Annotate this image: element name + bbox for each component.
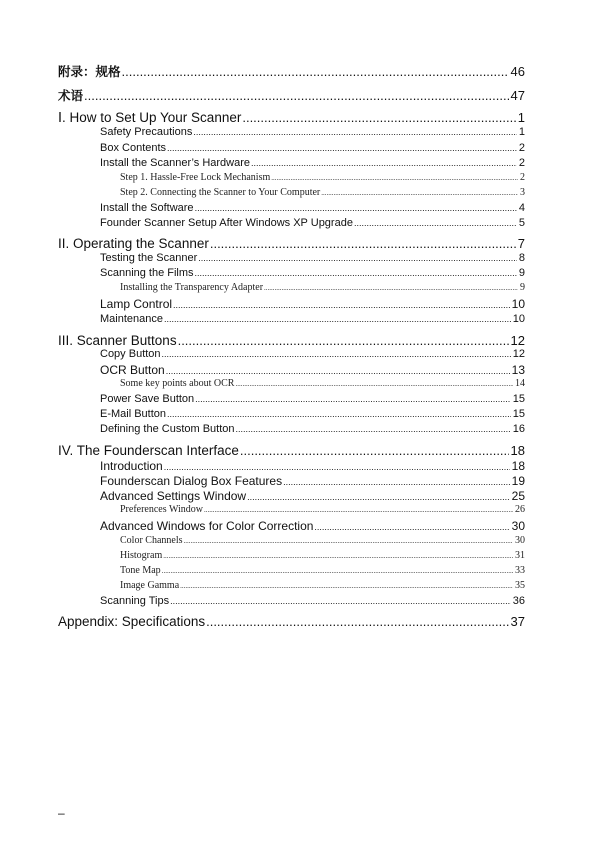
toc-entry <box>100 489 525 503</box>
toc-entry-title: 附录：规格 <box>58 64 121 79</box>
toc-leader <box>195 203 517 213</box>
toc-entry <box>120 565 525 576</box>
toc-entry-title: Tone Map <box>120 565 161 576</box>
toc-leader <box>235 380 513 388</box>
toc-entry <box>100 252 525 264</box>
toc-entry <box>100 202 525 214</box>
toc-entry-title: Maintenance <box>100 313 163 325</box>
toc-entry <box>100 363 525 377</box>
toc-entry-title: Defining the Custom Button <box>100 423 235 435</box>
toc-entry-page: 3 <box>520 187 525 198</box>
toc-leader <box>163 552 513 560</box>
toc-entry <box>120 187 525 198</box>
toc-leader <box>236 424 511 434</box>
toc-entry-page: 12 <box>512 348 525 360</box>
toc-entry-title: Histogram <box>120 550 163 561</box>
toc-entry-title: Image Gamma <box>120 580 180 591</box>
footer-mark: – <box>58 806 65 820</box>
toc-entry <box>120 535 525 546</box>
toc-entry-page: 2 <box>518 157 525 169</box>
toc-entry <box>120 172 525 183</box>
toc-entry-page: 30 <box>511 519 525 533</box>
toc-leader <box>178 333 509 348</box>
toc-leader <box>173 300 510 310</box>
toc-entry-title: III. Scanner Buttons <box>58 333 177 348</box>
toc-entry-title: Advanced Settings Window <box>100 489 247 503</box>
toc-leader <box>166 366 510 376</box>
toc-entry-title: E-Mail Button <box>100 408 167 420</box>
toc-entry-page: 14 <box>515 378 525 389</box>
toc-entry-title: Step 2. Connecting the Scanner to Your Computer <box>120 187 321 198</box>
toc-entry <box>100 297 525 311</box>
toc-leader <box>206 614 508 629</box>
toc-entry <box>100 126 525 138</box>
toc-entry-page: 10 <box>511 297 525 311</box>
toc-entry-page: 30 <box>515 535 525 546</box>
toc-entry <box>100 423 525 435</box>
toc-entry-page: 19 <box>511 474 525 488</box>
toc-entry-title: Some key points about OCR <box>120 378 235 389</box>
toc-leader <box>170 596 511 606</box>
toc-entry-page: 47 <box>510 88 525 103</box>
toc-entry-page: 4 <box>518 202 525 214</box>
toc-entry-page: 18 <box>510 443 525 458</box>
toc-entry-page: 16 <box>512 423 525 435</box>
toc-entry <box>120 580 525 591</box>
toc-entry-page: 7 <box>517 236 525 251</box>
toc-entry-title: Founder Scanner Setup After Windows XP Upgrade <box>100 217 353 229</box>
toc-entry-page: 10 <box>512 313 525 325</box>
toc-entry <box>58 614 525 629</box>
toc-entry <box>58 236 525 251</box>
toc-entry <box>58 86 525 104</box>
toc-entry-page: 25 <box>511 489 525 503</box>
toc-leader <box>84 88 509 103</box>
toc-entry-page: 37 <box>510 614 525 629</box>
toc-leader <box>195 268 517 278</box>
toc-leader <box>164 462 510 472</box>
toc-entry <box>100 459 525 473</box>
toc-entry-page: 18 <box>511 459 525 473</box>
toc-entry-title: Appendix: Specifications <box>58 614 206 629</box>
toc-entry <box>100 519 525 533</box>
toc-entry-page: 1 <box>518 126 525 138</box>
toc-leader <box>164 314 511 324</box>
toc-leader <box>251 158 517 168</box>
toc-entry-title: Preferences Window <box>120 504 203 515</box>
toc-entry <box>100 267 525 279</box>
toc-entry-title: Installing the Transparency Adapter <box>120 282 264 293</box>
toc-entry-title: Install the Software <box>100 202 194 214</box>
toc-entry <box>58 62 525 80</box>
toc-entry-title: Founderscan Dialog Box Features <box>100 474 283 488</box>
toc-entry-page: 36 <box>512 595 525 607</box>
toc-entry-title: Ⅰ. How to Set Up Your Scanner <box>58 110 242 125</box>
toc-entry <box>100 157 525 169</box>
toc-entry-title: Step 1. Hassle-Free Lock Mechanism <box>120 172 271 183</box>
toc-entry-page: 15 <box>512 408 525 420</box>
toc-entry-page: 26 <box>515 504 525 515</box>
toc-entry <box>100 474 525 488</box>
toc-entry-title: Safety Precautions <box>100 126 193 138</box>
toc-entry-title: Scanning the Films <box>100 267 194 279</box>
toc-entry-page: 33 <box>515 565 525 576</box>
toc-leader <box>264 284 518 292</box>
toc-entry-title: 术语 <box>58 88 84 103</box>
toc-leader <box>195 394 511 404</box>
toc-leader <box>210 236 516 251</box>
toc-leader <box>193 127 517 137</box>
toc-entry-page: 2 <box>518 142 525 154</box>
toc-entry <box>100 393 525 405</box>
toc-leader <box>162 349 511 359</box>
toc-entry <box>120 550 525 561</box>
toc-leader <box>283 477 510 487</box>
toc-entry <box>100 348 525 360</box>
toc-leader <box>247 492 510 502</box>
toc-entry-title: Color Channels <box>120 535 183 546</box>
toc-entry <box>100 142 525 154</box>
toc-entry-title: Advanced Windows for Color Correction <box>100 519 314 533</box>
toc-entry-title: II. Operating the Scanner <box>58 236 209 251</box>
toc-leader <box>242 110 515 125</box>
toc-entry-title: Lamp Control <box>100 297 173 311</box>
toc-leader <box>240 443 509 458</box>
toc-entry-title: Introduction <box>100 459 163 473</box>
toc-entry-page: 35 <box>515 580 525 591</box>
toc-entry-title: Testing the Scanner <box>100 252 198 264</box>
toc-entry <box>100 217 525 229</box>
toc-entry-page: 15 <box>512 393 525 405</box>
toc-entry <box>58 443 525 458</box>
toc-entry-page: 8 <box>518 252 525 264</box>
toc-leader <box>198 253 517 263</box>
toc-entry <box>58 110 525 126</box>
toc-entry-page: 13 <box>511 363 525 377</box>
toc-leader <box>314 522 509 532</box>
toc-entry <box>120 504 525 515</box>
toc-entry-title: Copy Button <box>100 348 161 360</box>
toc-entry-page: 1 <box>517 110 525 125</box>
toc-entry-title: IV. The Founderscan Interface <box>58 443 239 458</box>
toc-entry-title: OCR Button <box>100 363 165 377</box>
toc-entry-title: Scanning Tips <box>100 595 170 607</box>
toc-entry <box>100 595 525 607</box>
toc-leader <box>122 64 509 79</box>
toc-entry-page: 9 <box>518 267 525 279</box>
toc-entry <box>100 408 525 420</box>
toc-entry <box>120 282 525 293</box>
toc-entry <box>120 378 525 389</box>
toc-leader <box>354 218 517 228</box>
toc-entry <box>58 333 525 348</box>
toc-leader <box>162 567 513 575</box>
toc-entry-title: Install the Scanner’s Hardware <box>100 157 251 169</box>
toc-leader <box>204 506 513 514</box>
toc-entry-page: 46 <box>510 64 525 79</box>
toc-leader <box>180 582 513 590</box>
toc-leader <box>271 174 518 182</box>
toc-leader <box>167 409 511 419</box>
toc-entry-page: 12 <box>510 333 525 348</box>
toc-entry-page: 9 <box>520 282 525 293</box>
toc-leader <box>184 537 514 545</box>
toc-entry <box>100 313 525 325</box>
toc-entry-page: 31 <box>515 550 525 561</box>
toc-leader <box>167 143 517 153</box>
toc-leader <box>321 189 518 197</box>
toc-entry-title: Power Save Button <box>100 393 195 405</box>
toc-entry-page: 2 <box>520 172 525 183</box>
toc-entry-page: 5 <box>518 217 525 229</box>
toc-entry-title: Box Contents <box>100 142 167 154</box>
